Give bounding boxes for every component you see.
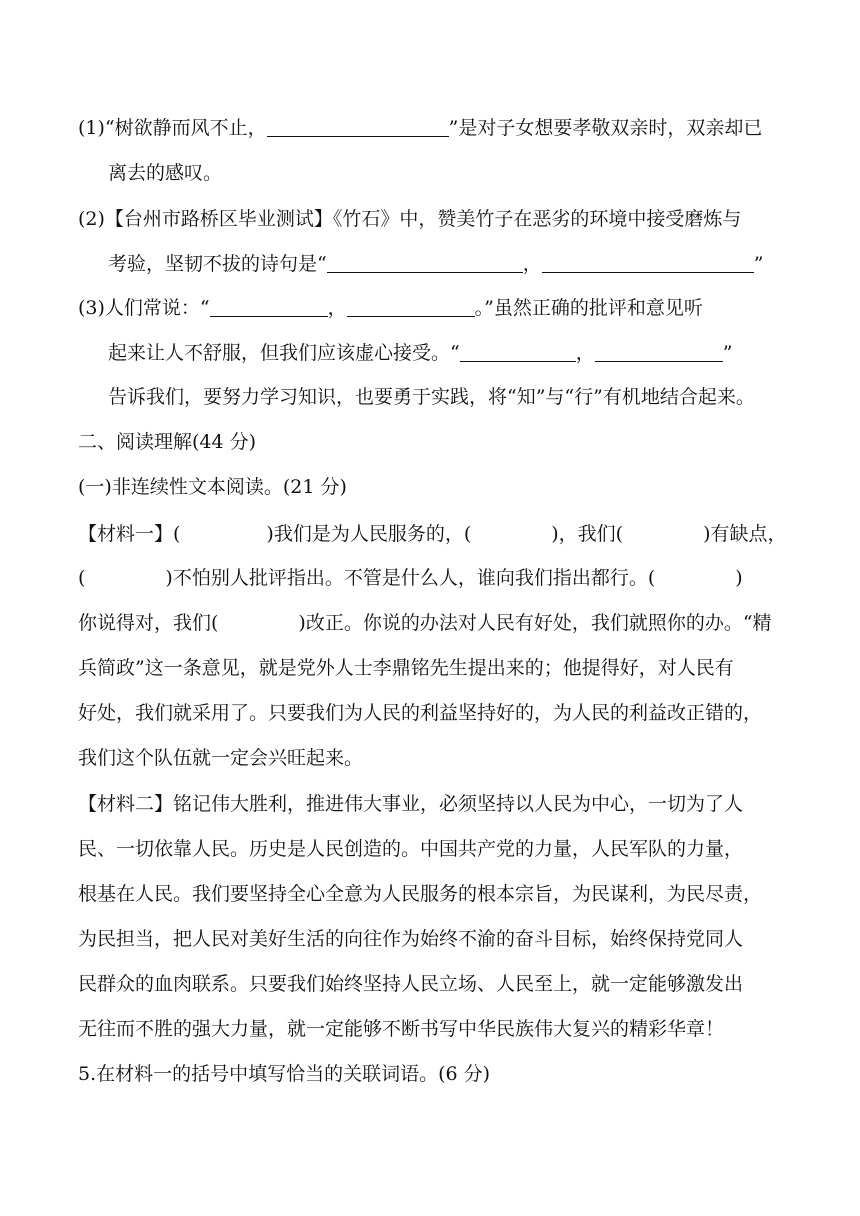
q2-answer-blank-2[interactable] bbox=[542, 254, 754, 273]
q2-text: 考验，坚韧不拔的诗句是“ bbox=[108, 253, 327, 275]
material1-text: )不怕别人批评指出。不管是什么人，谁向我们指出都行。( bbox=[165, 567, 656, 589]
q3-comma-2: ， bbox=[575, 342, 595, 364]
material1-line-1 bbox=[78, 522, 787, 546]
q1-answer-blank[interactable] bbox=[267, 118, 449, 137]
q3-line bbox=[78, 296, 703, 320]
q1-text-b: ”是对子女想要孝敬双亲时，双亲却已 bbox=[448, 117, 763, 139]
q3-text-a: (3)人们常说：“ bbox=[78, 297, 210, 319]
material2-line-4: 为民担当，把人民对美好生活的向往作为始终不渝的奋斗目标，始终保持党同人 bbox=[78, 928, 744, 950]
subsection-heading: (一)非连续性文本阅读。(21 分) bbox=[78, 476, 347, 498]
material2-line-1: 【材料二】铭记伟大胜利，推进伟大事业，必须坚持以人民为中心，一切为了人 bbox=[78, 793, 744, 815]
q1-text-a: (1)“树欲静而风不止， bbox=[78, 117, 267, 139]
q3-comma: ， bbox=[327, 297, 347, 319]
material1-text: 你说得对，我们( bbox=[78, 612, 219, 634]
q3-text-c: 起来让人不舒服，但我们应该虚心接受。“ bbox=[108, 342, 460, 364]
q2-comma: ， bbox=[522, 253, 542, 275]
q1-continuation: 离去的感叹。 bbox=[108, 162, 223, 184]
q2-end-quote: ” bbox=[753, 253, 764, 275]
section-heading: 二、阅读理解(44 分) bbox=[78, 431, 257, 453]
q3-text-b: 。”虽然正确的批评和意见听 bbox=[474, 297, 703, 319]
material2-line-2: 民、一切依靠人民。历史是人民创造的。中国共产党的力量，人民军队的力量， bbox=[78, 838, 744, 860]
material1-line-2 bbox=[78, 566, 743, 590]
q3-continuation-2: 告诉我们，要努力学习知识，也要勇于实践，将“知”与“行”有机地结合起来。 bbox=[108, 386, 755, 408]
question-5: 5.在材料一的括号中填写恰当的关联词语。(6 分) bbox=[78, 1063, 491, 1085]
material1-line-3 bbox=[78, 611, 772, 635]
material1-text: )有缺点， bbox=[703, 523, 787, 545]
material1-text: )，我们( bbox=[551, 523, 624, 545]
q2-answer-blank-1[interactable] bbox=[327, 254, 523, 273]
material1-text: ( bbox=[78, 567, 86, 589]
material1-line-5: 好处，我们就采用了。只要我们为人民的利益坚持好的，为人民的利益改正错的， bbox=[78, 702, 763, 724]
material1-text: )我们是为人民服务的，( bbox=[266, 523, 472, 545]
q3-continuation-1 bbox=[108, 341, 732, 365]
material2-line-3: 根基在人民。我们要坚持全心全意为人民服务的根本宗旨，为民谋利，为民尽责， bbox=[78, 883, 763, 905]
material1-line-6: 我们这个队伍就一定会兴旺起来。 bbox=[78, 747, 364, 769]
material1-text: )改正。你说的办法对人民有好处，我们就照你的办。“精 bbox=[298, 612, 772, 634]
q3-answer-blank-3[interactable] bbox=[460, 343, 576, 362]
material1-line-4: 兵简政”这一条意见，就是党外人士李鼎铭先生提出来的；他提得好，对人民有 bbox=[78, 657, 734, 679]
q2-line: (2)【台州市路桥区毕业测试】《竹石》中，赞美竹子在恶劣的环境中接受磨炼与 bbox=[78, 208, 742, 230]
q1-line bbox=[78, 116, 762, 140]
material1-text: ) bbox=[735, 567, 743, 589]
q2-continuation bbox=[108, 252, 763, 276]
material1-text: 【材料一】( bbox=[78, 523, 181, 545]
material2-line-6: 无往而不胜的强大力量，就一定能够不断书写中华民族伟大复兴的精彩华章！ bbox=[78, 1018, 725, 1040]
q3-answer-blank-1[interactable] bbox=[210, 298, 328, 317]
q3-end-quote: ” bbox=[722, 342, 733, 364]
q3-answer-blank-2[interactable] bbox=[347, 298, 475, 317]
material2-line-5: 民群众的血肉联系。只要我们始终坚持人民立场、人民至上，就一定能够激发出 bbox=[78, 973, 744, 995]
q3-answer-blank-4[interactable] bbox=[595, 343, 723, 362]
